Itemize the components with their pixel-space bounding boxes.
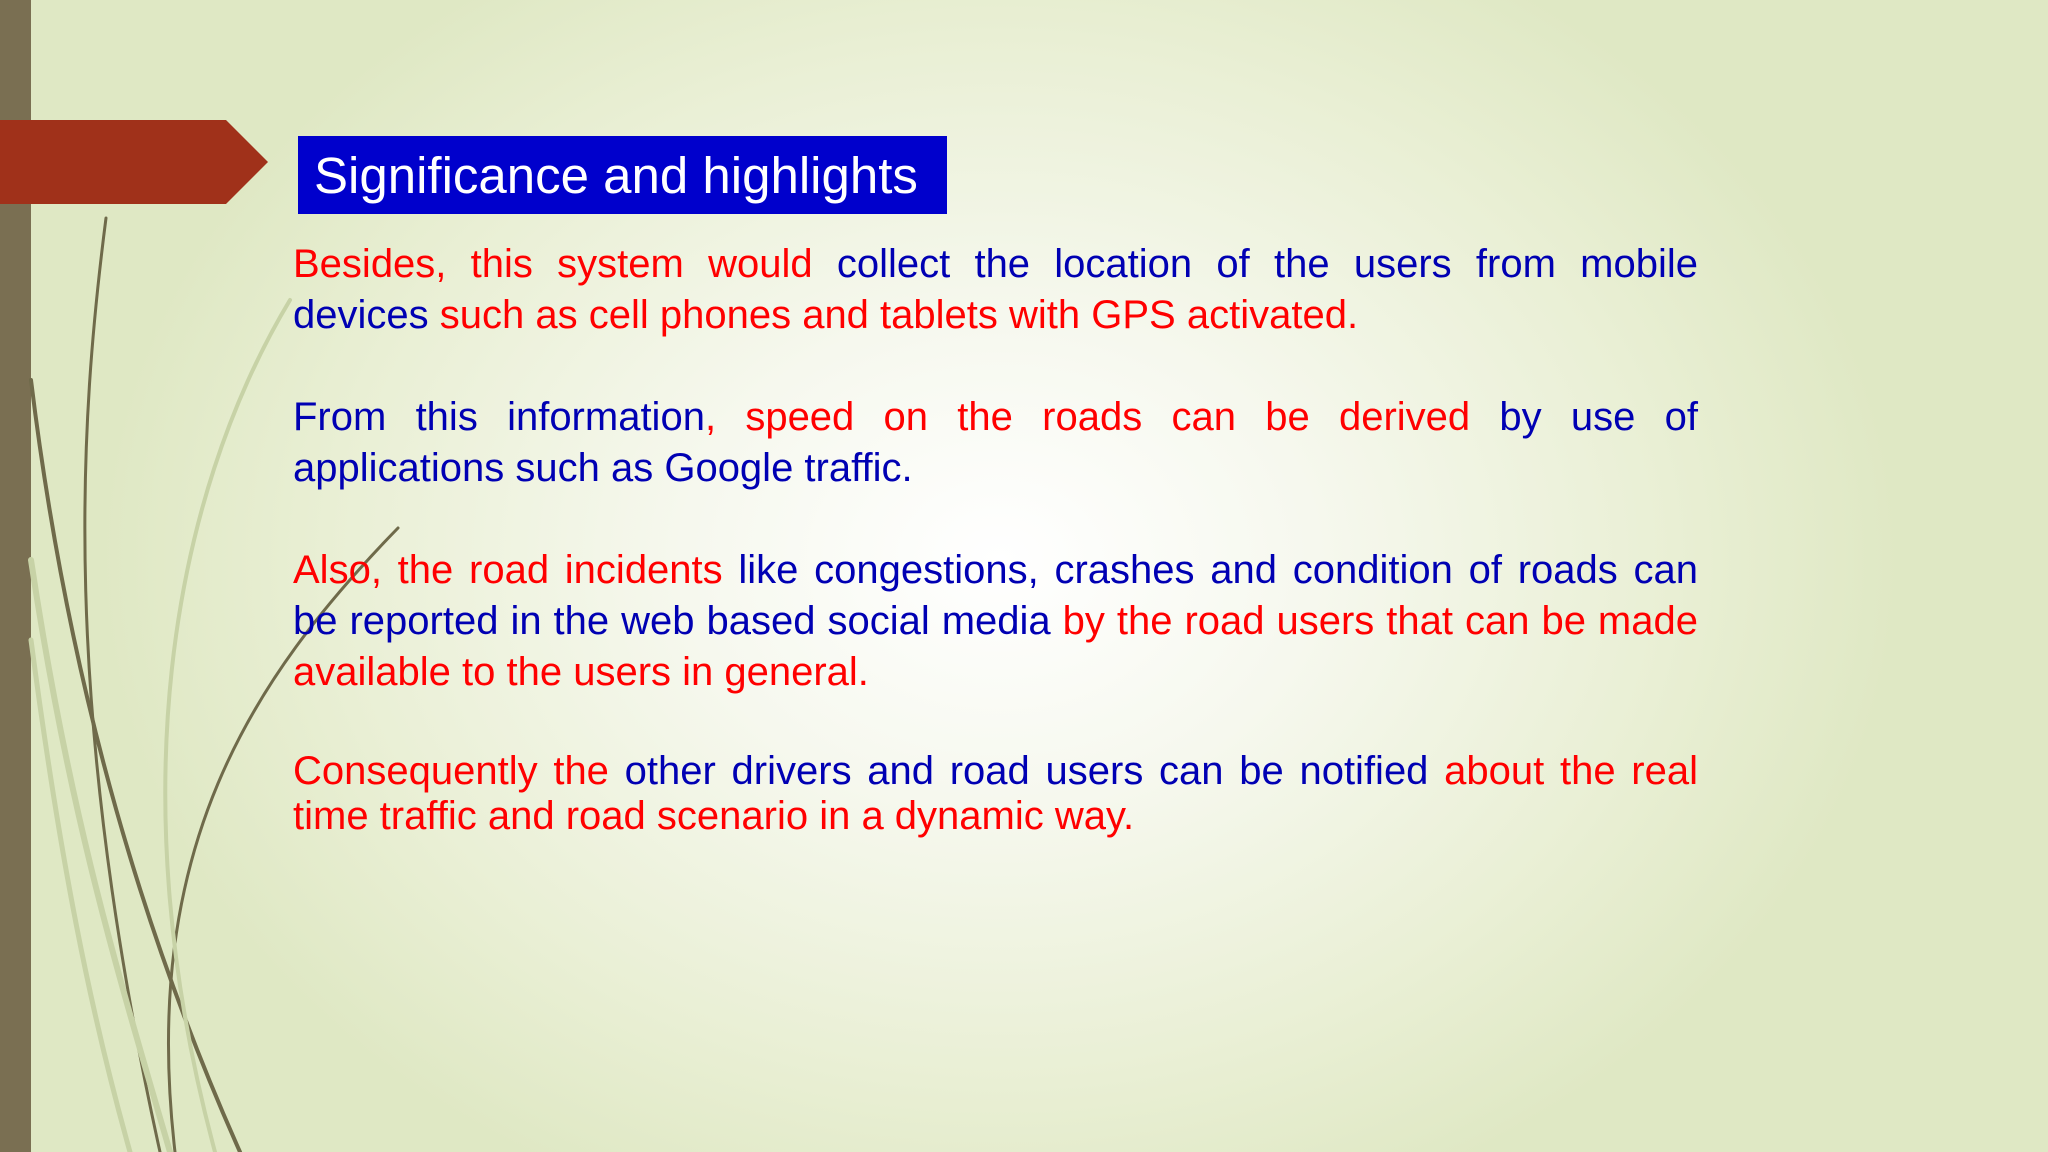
- text-segment: collect the location of the users from mobile devices: [293, 242, 1698, 337]
- slide-body: [293, 239, 1698, 839]
- slide-title: Significance and highlights: [314, 146, 918, 204]
- swirl-line-light: [165, 300, 290, 1152]
- text-segment: by the road users that can be made available to the users in general.: [293, 599, 1698, 694]
- text-segment: Consequently the: [293, 749, 625, 793]
- swirl-line-light: [31, 560, 170, 1152]
- text-segment: about the real time traffic and road scenario in a dynamic way.: [293, 749, 1698, 838]
- text-segment: other drivers and road users can be notified: [624, 749, 1445, 793]
- paragraph-road-incidents: [293, 545, 1698, 698]
- text-segment: , speed on the roads can be derived: [704, 395, 1500, 439]
- title-box: [298, 136, 947, 214]
- swirl-line-light: [31, 640, 130, 1152]
- text-segment: Also, the road incidents: [293, 548, 739, 592]
- text-segment: like congestions, crashes and condition of roads can be reported in the web based social media: [293, 548, 1698, 643]
- text-segment: by use of applications such as Google traffic.: [293, 395, 1699, 490]
- text-segment: such as cell phones and tablets with GPS activated.: [439, 293, 1359, 337]
- paragraph-notification: [293, 749, 1698, 839]
- text-segment: Besides, this system would: [293, 242, 837, 286]
- text-segment: From this information: [293, 395, 705, 439]
- paragraph-speed-derivation: [293, 392, 1698, 494]
- title-arrow-shape: [0, 0, 280, 210]
- paragraph-location-collection: [293, 239, 1698, 341]
